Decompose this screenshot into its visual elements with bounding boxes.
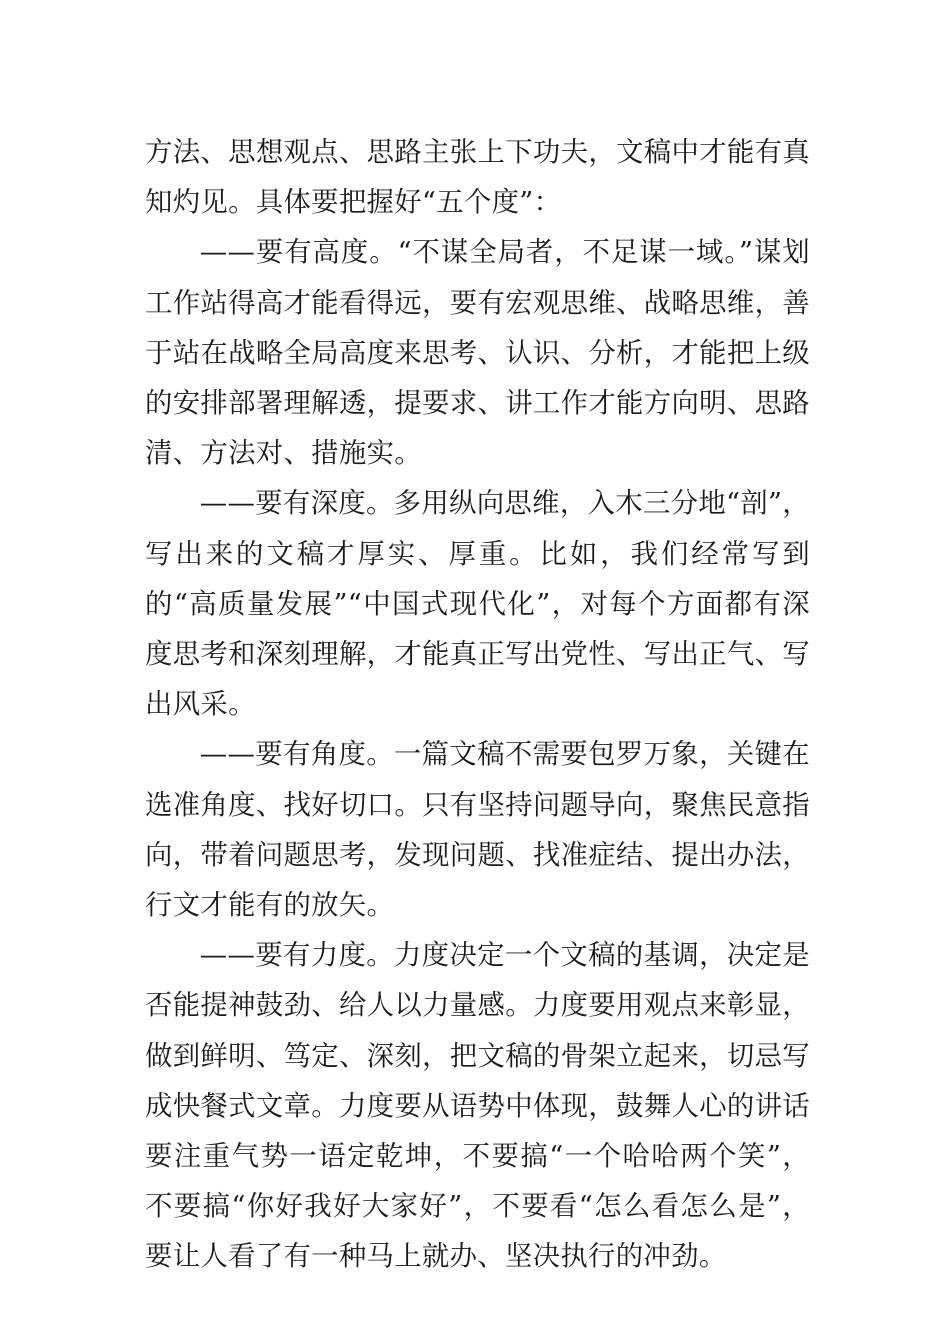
paragraph-strength: ——要有力度。力度决定一个文稿的基调，决定是否能提神鼓劲、给人以力量感。力度要用观点来彰显，做到鲜明、笃定、深刻，把文稿的骨架立起来，切忌写成快餐式文章。力度要从语势中体现，鼓舞人心的讲话要注重气势一语定乾坤，不要搞“一个哈哈两个笑”，不要搞“你好我好大家好”，不要看“怎么看怎么是”，要让人看了有一种马上就办、坚决执行的冲劲。: [145, 940, 810, 1273]
paragraph-depth: ——要有深度。多用纵向思维，入木三分地“剖”，写出来的文稿才厚实、厚重。比如，我们经常写到的“高质量发展”“中国式现代化”，对每个方面都有深度思考和深刻理解，才能真正写出党性、写出正气、写出风采。: [145, 488, 810, 721]
document-body: [145, 128, 810, 1283]
paragraph-height: ——要有高度。“不谋全局者，不足谋一域。”谋划工作站得高才能看得远，要有宏观思维、战略思维，善于站在战略全局高度来思考、认识、分析，才能把上级的安排部署理解透，提要求、讲工作才能方向明、思路清、方法对、措施实。: [145, 237, 810, 470]
paragraph-continuation: 方法、思想观点、思路主张上下功夫，文稿中才能有真知灼见。具体要把握好“五个度”：: [145, 137, 810, 219]
paragraph-angle: ——要有角度。一篇文稿不需要包罗万象，关键在选准角度、找好切口。只有坚持问题导向，聚焦民意指向，带着问题思考，发现问题、找准症结、提出办法，行文才能有的放矢。: [145, 739, 810, 922]
